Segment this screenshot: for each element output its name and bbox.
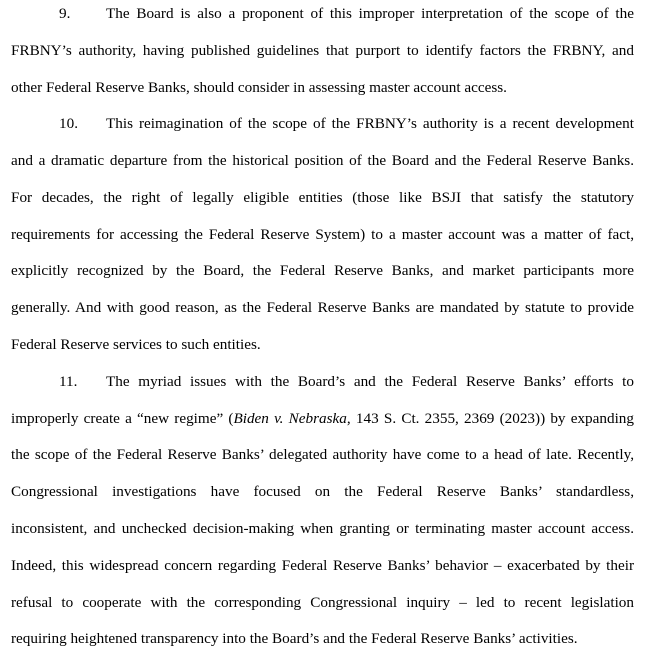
paragraph-9-line-1: 9. The Board is also a proponent of this improper interpretation of the scope of the: [59, 3, 634, 25]
paragraph-10-line-1: 10. This reimagination of the scope of the FRBNY’s authority is a recent development: [59, 113, 634, 135]
paragraph-number: 11.: [59, 373, 78, 390]
paragraph-number: 10.: [59, 115, 78, 132]
paragraph-10-line-5: explicitly recognized by the Board, the Federal Reserve Banks, and market participants more: [11, 262, 634, 279]
paragraph-10-line-3: For decades, the right of legally eligible entities (those like BSJI that satisfy the statutory: [11, 189, 634, 206]
case-citation: Biden v. Nebraska: [233, 410, 347, 427]
paragraph-11-line-7: refusal to cooperate with the corresponding Congressional inquiry – led to recent legislation: [11, 594, 634, 611]
paragraph-9-line-3: other Federal Reserve Banks, should consider in assessing master account access.: [11, 79, 507, 96]
paragraph-11-line-5: inconsistent, and unchecked decision-making when granting or terminating master account access.: [11, 520, 634, 537]
paragraph-9-line-2: FRBNY’s authority, having published guidelines that purport to identify factors the FRBNY, and: [11, 42, 634, 59]
paragraph-11-line-2: improperly create a “new regime” (Biden v. Nebraska, 143 S. Ct. 2355, 2369 (2023)) by expanding: [11, 410, 634, 427]
paragraph-10-line-4: requirements for accessing the Federal Reserve System) to a master account was a matter of fact,: [11, 226, 634, 243]
paragraph-11-line-3: the scope of the Federal Reserve Banks’ delegated authority have come to a head of late. Recently,: [11, 446, 634, 463]
paragraph-11-line-1: 11. The myriad issues with the Board’s and the Federal Reserve Banks’ efforts to: [59, 371, 634, 393]
paragraph-10-line-7: Federal Reserve services to such entities.: [11, 336, 261, 353]
paragraph-11-line-4: Congressional investigations have focused on the Federal Reserve Banks’ standardless,: [11, 483, 634, 500]
paragraph-10-line-6: generally. And with good reason, as the Federal Reserve Banks are mandated by statute to provide: [11, 299, 634, 316]
paragraph-number: 9.: [59, 5, 71, 22]
paragraph-11-line-8: requiring heightened transparency into the Board’s and the Federal Reserve Banks’ activities.: [11, 630, 578, 647]
paragraph-11-line-6: Indeed, this widespread concern regarding Federal Reserve Banks’ behavior – exacerbated by their: [11, 557, 634, 574]
paragraph-10-line-2: and a dramatic departure from the historical position of the Board and the Federal Reserve Banks.: [11, 152, 634, 169]
